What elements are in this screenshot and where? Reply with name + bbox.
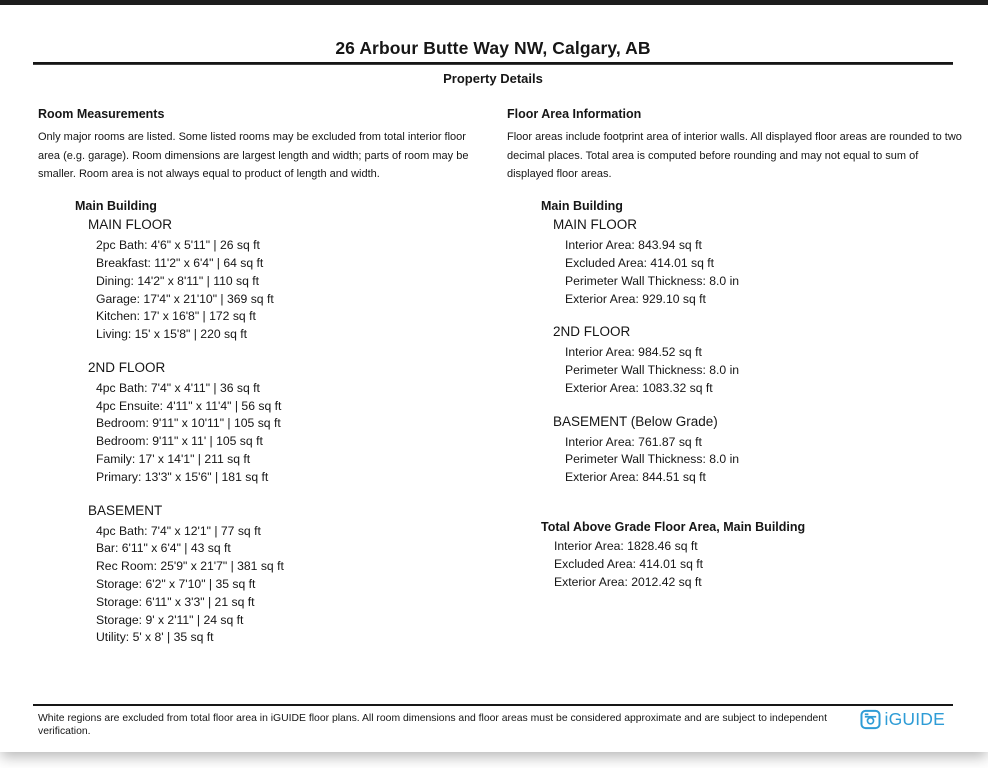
total-above-grade-section xyxy=(507,520,965,591)
area-block-basement xyxy=(507,415,965,487)
room-item: Storage: 6'2" x 7'10" | 35 sq ft xyxy=(96,577,256,592)
total-item: Excluded Area: 414.01 sq ft xyxy=(554,556,704,571)
area-item: Perimeter Wall Thickness: 8.0 in xyxy=(565,452,740,467)
area-item: Excluded Area: 414.01 sq ft xyxy=(565,255,715,270)
floor-block-basement xyxy=(38,504,488,648)
page-title: 26 Arbour Butte Way NW, Calgary, AB xyxy=(335,38,651,58)
floor-area-information-section xyxy=(507,107,965,591)
area-item: Perimeter Wall Thickness: 8.0 in xyxy=(565,273,740,288)
floor-area-description: Floor areas include footprint area of interior walls. All displayed floor areas are rounded to two decimal places. Total area is computed before rounding and may not equal to sum of displayed floor areas. xyxy=(507,131,962,181)
floor-name: MAIN FLOOR xyxy=(88,217,173,233)
page-subtitle: Property Details xyxy=(443,71,543,86)
area-item: Exterior Area: 844.51 sq ft xyxy=(565,470,706,485)
room-measurements-description: Only major rooms are listed. Some listed rooms may be excluded from total interior floor area (e.g. garage). Room dimensions are largest length and width; parts of room may be smaller. Room area is not always equal to product of length and width. xyxy=(38,131,469,181)
room-measurements-section xyxy=(38,107,488,647)
room-list xyxy=(96,380,488,487)
area-item: Exterior Area: 1083.32 sq ft xyxy=(565,380,713,395)
iguide-logo-icon xyxy=(860,709,881,730)
room-item: Bar: 6'11" x 6'4" | 43 sq ft xyxy=(96,541,231,556)
area-block-2nd-floor xyxy=(507,325,965,397)
floor-name: 2ND FLOOR xyxy=(88,359,166,375)
room-item: Rec Room: 25'9" x 21'7" | 381 sq ft xyxy=(96,559,284,574)
room-item: Utility: 5' x 8' | 35 sq ft xyxy=(96,630,214,645)
total-heading: Total Above Grade Floor Area, Main Building xyxy=(541,520,806,535)
floor-block-2nd-floor xyxy=(38,361,488,487)
area-item: Interior Area: 984.52 sq ft xyxy=(565,345,702,360)
floor-area-heading: Floor Area Information xyxy=(507,107,642,121)
area-block-main-floor xyxy=(507,218,965,308)
room-item: 4pc Bath: 7'4" x 12'1" | 77 sq ft xyxy=(96,523,261,538)
room-item: Primary: 13'3" x 15'6" | 181 sq ft xyxy=(96,469,269,484)
total-item: Exterior Area: 2012.42 sq ft xyxy=(554,574,702,589)
floor-block-main-floor xyxy=(38,218,488,344)
area-item: Exterior Area: 929.10 sq ft xyxy=(565,291,706,306)
floor-name: BASEMENT (Below Grade) xyxy=(553,413,718,429)
total-item: Interior Area: 1828.46 sq ft xyxy=(554,539,698,554)
area-list xyxy=(565,344,965,397)
room-item: Family: 17' x 14'1" | 211 sq ft xyxy=(96,452,251,467)
floor-name: BASEMENT xyxy=(88,502,163,518)
room-item: Breakfast: 11'2" x 6'4" | 64 sq ft xyxy=(96,255,264,270)
room-item: Kitchen: 17' x 16'8" | 172 sq ft xyxy=(96,309,256,324)
top-border-bar xyxy=(0,0,988,5)
area-list xyxy=(565,237,965,308)
iguide-logo xyxy=(860,706,945,732)
room-item: Bedroom: 9'11" x 10'11" | 105 sq ft xyxy=(96,416,281,431)
title-divider xyxy=(33,62,953,65)
area-item: Interior Area: 761.87 sq ft xyxy=(565,434,702,449)
area-item: Interior Area: 843.94 sq ft xyxy=(565,238,702,253)
room-item: Garage: 17'4" x 21'10" | 369 sq ft xyxy=(96,291,274,306)
area-list xyxy=(565,434,965,487)
iguide-logo-text: iGUIDE xyxy=(884,708,945,729)
footer-disclaimer: White regions are excluded from total floor area in iGUIDE floor plans. All room dimensions and floor areas must be considered approximate and are subject to independent verification. xyxy=(38,713,827,737)
room-item: Dining: 14'2" x 8'11" | 110 sq ft xyxy=(96,273,260,288)
room-item: 4pc Ensuite: 4'11" x 11'4" | 56 sq ft xyxy=(96,398,282,413)
room-list xyxy=(96,237,488,344)
room-item: 2pc Bath: 4'6" x 5'11" | 26 sq ft xyxy=(96,238,260,253)
room-item: Storage: 9' x 2'11" | 24 sq ft xyxy=(96,612,244,627)
footer-divider xyxy=(33,704,953,706)
floor-name: 2ND FLOOR xyxy=(553,324,631,340)
floor-name: MAIN FLOOR xyxy=(553,217,638,233)
room-item: Storage: 6'11" x 3'3" | 21 sq ft xyxy=(96,594,255,609)
room-item: 4pc Bath: 7'4" x 4'11" | 36 sq ft xyxy=(96,380,260,395)
total-list xyxy=(554,538,965,591)
building-name: Main Building xyxy=(75,199,157,214)
room-measurements-heading: Room Measurements xyxy=(38,107,165,121)
building-name: Main Building xyxy=(541,199,623,214)
area-item: Perimeter Wall Thickness: 8.0 in xyxy=(565,363,740,378)
room-list xyxy=(96,523,488,648)
room-item: Living: 15' x 15'8" | 220 sq ft xyxy=(96,327,248,342)
room-item: Bedroom: 9'11" x 11' | 105 sq ft xyxy=(96,434,263,449)
